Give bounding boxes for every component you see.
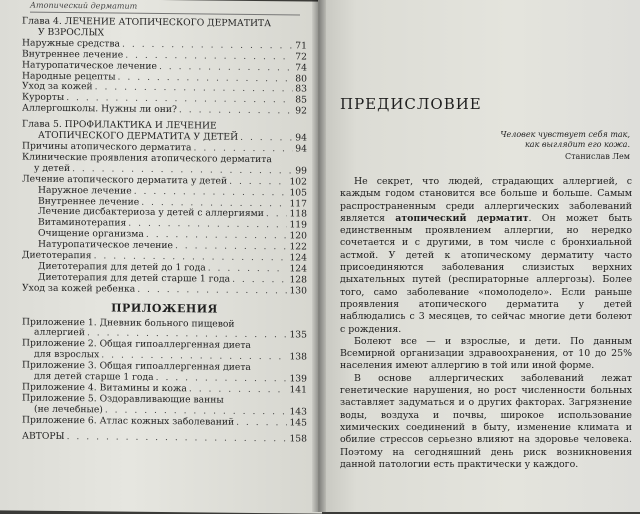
toc-entry-page: 117 xyxy=(289,197,307,210)
toc-entry-page: 122 xyxy=(289,241,307,253)
toc-entry-page: 139 xyxy=(289,373,307,385)
toc-entry-label: Натуропатическое лечение xyxy=(38,238,173,252)
toc-entry-label: аллергией xyxy=(34,327,85,339)
toc-leader xyxy=(236,418,287,429)
paragraph-3: В основе аллергических заболеваний лежат генетические нарушения, но рост численности больных заставляет задуматься и о других факторах. Загрязнение воды, воздуха и почвы, широкое использование химических соединений в быту, изменение климата и обилие стрессов серьезно влияют на здоровье человека. Поэтому на сегодняшний день риск возникновения данной патологии есть практически у каждого. xyxy=(340,372,632,470)
toc-entry-page: 138 xyxy=(289,351,307,363)
toc-entry-label: Уход за кожей ребенка xyxy=(22,282,136,295)
toc-leader xyxy=(137,285,287,297)
epigraph xyxy=(430,130,630,162)
toc-entry xyxy=(22,104,307,118)
toc-entry-page: 130 xyxy=(289,285,307,297)
paragraph-1-start: Не секрет, что людей, страдающих аллергией, с каждым годом становится все больше и больше. Самым распространенным среди аллергических заболеваний является xyxy=(340,176,632,224)
epigraph-author: Станислав Лем xyxy=(565,152,630,161)
toc-entry xyxy=(22,431,307,445)
toc-entry-page: 92 xyxy=(295,105,307,117)
toc-entry-label: АТОПИЧЕСКОГО ДЕРМАТИТА У ДЕТЕЙ xyxy=(38,129,239,143)
toc-entry-page: 118 xyxy=(289,208,307,220)
toc-entry-page: 120 xyxy=(289,230,307,242)
toc-entry-label: Приложение 5. Оздоравливающие ванны xyxy=(22,392,224,406)
toc-entry-page: 158 xyxy=(289,432,307,445)
toc-leader xyxy=(232,275,287,286)
epigraph-line-2: как выглядит его кожа. xyxy=(525,140,630,149)
toc-entry-label: Лечение дисбактериоза у детей с аллергиями xyxy=(38,206,264,220)
toc-entry-label: (не лечебные) xyxy=(34,403,103,416)
preface-body xyxy=(340,176,632,471)
toc-entry-label: Диетотерапия для детей до 1 года xyxy=(38,260,206,274)
toc-entry-page: 128 xyxy=(289,274,307,286)
toc-entry-page: 141 xyxy=(289,384,307,396)
toc-entry-page: 71 xyxy=(295,40,307,52)
toc-leader xyxy=(179,105,293,117)
toc-leader xyxy=(240,133,293,144)
toc-entry-label: Лечение атопического дерматита у детей xyxy=(22,173,228,187)
toc-entry-page: 74 xyxy=(295,62,307,74)
toc-entry-label: Внутреннее лечение xyxy=(22,48,124,61)
paragraph-1-bold: атопический дерматит xyxy=(395,212,529,224)
toc-entry-label: Причины атопического дерматита xyxy=(22,140,192,154)
book-gutter xyxy=(312,0,326,512)
toc-entry-label: Наружные средства xyxy=(22,37,121,50)
toc-leader xyxy=(67,432,288,445)
toc-entry-page: 124 xyxy=(289,263,307,275)
toc-entry-page: 124 xyxy=(289,252,307,264)
running-head: Атопический дерматит xyxy=(30,1,300,16)
paragraph-2: Болеют все — и взрослые, и дети. По данным Всемирной организации здравоохранения, от 10 до 25% населения имеют аллергию в той или иной форме. xyxy=(340,335,632,372)
toc-entry-label: Наружное лечение xyxy=(38,184,132,197)
toc-entry-page: 105 xyxy=(289,186,307,199)
toc-entry-page: 145 xyxy=(289,417,307,429)
toc-entry-label: Приложение 2. Общая гипоаллергенная диета xyxy=(22,337,251,352)
toc-entry-label: Народные рецепты xyxy=(22,70,116,83)
toc-entry-label: АВТОРЫ xyxy=(22,430,65,442)
toc-entry-label: Натуропатическое лечение xyxy=(22,59,157,72)
toc-entry-label: Приложение 3. Общая гипоаллергенная диета xyxy=(22,359,251,374)
chapter-4-title-cont: У ВЗРОСЛЫХ xyxy=(38,26,105,39)
toc-entry-page: 83 xyxy=(295,83,307,95)
toc-entry-page: 143 xyxy=(289,406,307,418)
toc-entry-label: Клинические проявления атопического дерматита xyxy=(22,151,272,166)
toc-entry-label: у детей xyxy=(34,162,71,174)
toc-entry-page: 119 xyxy=(289,219,307,231)
toc-entry-label: Внутреннее лечение xyxy=(38,195,140,208)
toc-entry-label: Витаминотерапия xyxy=(38,217,127,229)
toc-entry-label: Аллергошколы. Нужны ли они? xyxy=(22,102,177,116)
toc-leader xyxy=(229,176,287,188)
toc-entry-label: Очищение организма xyxy=(38,227,144,241)
toc-entry-label: Приложение 6. Атлас кожных заболеваний xyxy=(22,414,235,428)
toc-entry-label: для взрослых xyxy=(34,348,100,361)
toc-entry-page: 85 xyxy=(295,94,307,106)
toc-entry-label: Курорты xyxy=(22,91,65,104)
chapter-5-title: Глава 5. ПРОФИЛАКТИКА И ЛЕЧЕНИЕ xyxy=(22,118,217,132)
toc-entry-label: Приложение 1. Дневник больного пищевой xyxy=(22,316,235,330)
paragraph-1-rest: . Он может быть единственным проявлением аллергии, но нередко сочетается и с другими, в том числе с бронхиальной астмой. У детей к атопическому дерматиту часто присоединяются заболевания слизистых верхних дыхательных путей (респираторные аллергозы). Более того, само заболевание «помолодело». Если раньше проявления атопического дерматита у детей наблюдались с 3 месяцев, то сейчас многие дети болеют с рождения. xyxy=(340,212,632,335)
chapter-4-title: Глава 4. ЛЕЧЕНИЕ АТОПИЧЕСКОГО ДЕРМАТИТА xyxy=(22,15,272,30)
toc-entry-page: 80 xyxy=(295,72,307,85)
toc-entry-label: Приложение 4. Витамины и кожа xyxy=(22,381,187,395)
toc-leader xyxy=(266,210,288,221)
toc-entry-page: 135 xyxy=(289,329,307,341)
toc-entry-label: для детей старше 1 года xyxy=(34,370,154,384)
epigraph-line-1: Человек чувствует себя так, xyxy=(500,130,630,139)
toc-entry xyxy=(22,283,307,297)
appendix-heading: ПРИЛОЖЕНИЯ xyxy=(111,301,218,316)
table-of-contents xyxy=(22,17,307,446)
toc-entry-label: Диетотерапия для детей старше 1 года xyxy=(38,271,231,285)
preface-title: ПРЕДИСЛОВИЕ xyxy=(340,95,482,113)
toc-entry-page: 94 xyxy=(295,143,307,155)
paragraph-1 xyxy=(340,176,632,336)
toc-entry-page: 72 xyxy=(295,51,307,63)
toc-entry-page: 99 xyxy=(295,165,307,177)
toc-entry-label: Диетотерапия xyxy=(22,249,92,262)
toc-entry-label: Уход за кожей xyxy=(22,80,93,93)
toc-entry-page: 94 xyxy=(295,132,307,144)
toc-entry-page: 102 xyxy=(289,176,307,188)
right-page xyxy=(318,0,640,512)
